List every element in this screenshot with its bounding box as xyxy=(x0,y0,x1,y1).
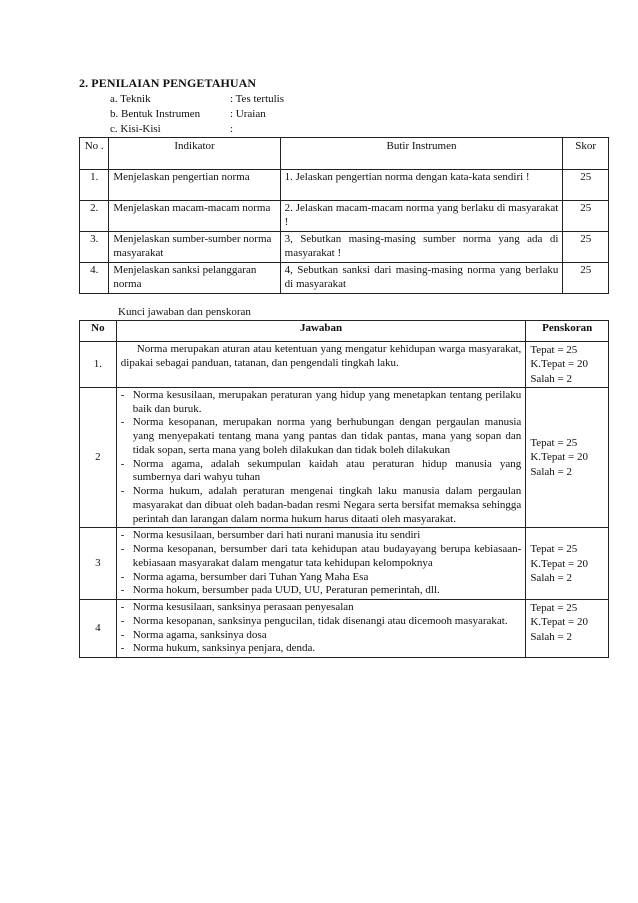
list-item: - Norma hukum, adalah peraturan mengenai tingkah laku manusia dalam pergaulan masyarakat dan dibuat oleh badan-badan resmi Negara serta bersifat memaksa sehingga perintah dan larangan dalam norma hukum harus ditaati oleh masyarakat. xyxy=(121,485,522,526)
row-indikator: Menjelaskan macam-macam norma xyxy=(109,201,280,232)
row-penskoran xyxy=(526,387,609,528)
score-tepat: Tepat = 25 xyxy=(530,543,578,556)
meta-row-teknik xyxy=(110,92,284,107)
header-skor: Skor xyxy=(563,138,609,170)
row-no: 1. xyxy=(80,342,117,388)
score-tepat: Tepat = 25 xyxy=(530,602,578,615)
answer-paragraph: Norma merupakan aturan atau ketentuan yang mengatur kehidupan warga masyarakat, dipakai sebagai panduan, tatanan, dan pengendali tingkah laku. xyxy=(120,343,522,369)
list-item: - Norma hukum, sanksinya penjara, denda. xyxy=(121,642,522,656)
table-row xyxy=(80,342,609,388)
header-indikator: Indikator xyxy=(109,138,280,170)
row-no: 3. xyxy=(80,232,109,263)
row-jawaban xyxy=(116,387,526,528)
row-no: 1. xyxy=(80,170,109,201)
list-item: - Norma agama, bersumber dari Tuhan Yang Maha Esa xyxy=(121,571,522,585)
row-butir: 4, Sebutkan sanksi dari masing-masing norma yang berlaku di masyarakat xyxy=(280,263,563,294)
row-jawaban xyxy=(116,528,526,600)
list-item: - Norma agama, adalah sekumpulan kaidah atau peraturan hidup manusia yang sumbernya dari wahyu tuhan xyxy=(121,458,522,486)
table-row xyxy=(80,170,609,201)
row-skor: 25 xyxy=(563,232,609,263)
list-item: - Norma hokum, bersumber pada UUD, UU, Peraturan pemerintah, dll. xyxy=(121,584,522,598)
score-kurang-tepat: K.Tepat = 20 xyxy=(530,451,588,464)
header-butir: Butir Instrumen xyxy=(280,138,563,170)
row-skor: 25 xyxy=(563,201,609,232)
meta-label: b. Bentuk Instrumen xyxy=(110,108,201,120)
table-row xyxy=(80,600,609,658)
score-salah: Salah = 2 xyxy=(530,372,572,385)
list-item: - Norma kesopanan, merupakan norma yang berhubungan dengan pergaulan manusia yang menyepakati tentang mana yang pantas dan tidak pantas, mana yang sopan dan tidak sopan, serta mana yang boleh dilakukan dan tidak boleh dilakukan xyxy=(121,416,522,457)
meta-value: : Uraian xyxy=(230,108,266,120)
row-jawaban xyxy=(116,342,526,388)
row-butir: 2. Jelaskan macam-macam norma yang berlaku di masyarakat ! xyxy=(280,201,563,232)
score-tepat: Tepat = 25 xyxy=(530,344,578,356)
row-indikator: Menjelaskan pengertian norma xyxy=(109,170,280,201)
row-no: 4 xyxy=(80,600,117,658)
meta-value: : xyxy=(230,123,234,135)
score-tepat: Tepat = 25 xyxy=(530,437,578,450)
row-penskoran xyxy=(526,528,609,600)
row-penskoran xyxy=(526,342,609,388)
section-title: 2. PENILAIAN PENGETAHUAN xyxy=(79,76,257,90)
score-kurang-tepat: K.Tepat = 20 xyxy=(530,557,588,570)
row-butir: 1. Jelaskan pengertian norma dengan kata-kata sendiri ! xyxy=(280,170,563,201)
table-header-row xyxy=(80,138,609,170)
table-row xyxy=(80,232,609,263)
header-penskoran: Penskoran xyxy=(526,321,609,342)
kisi-kisi-table xyxy=(79,137,609,294)
list-item: - Norma kesusilaan, sanksinya perasaan penyesalan xyxy=(121,601,522,615)
table-header-row xyxy=(80,321,609,342)
header-no: No xyxy=(80,321,117,342)
table-row xyxy=(80,387,609,528)
row-jawaban xyxy=(116,600,526,658)
score-kurang-tepat: K.Tepat = 20 xyxy=(530,616,588,629)
answer-list xyxy=(121,389,522,527)
kunci-jawaban-table xyxy=(79,320,609,658)
kunci-label: Kunci jawaban dan penskoran xyxy=(118,306,251,318)
list-item: - Norma kesusilaan, merupakan peraturan yang hidup yang menetapkan tentang perilaku baik dan buruk. xyxy=(121,389,522,417)
answer-list xyxy=(121,529,522,598)
row-skor: 25 xyxy=(563,170,609,201)
answer-list xyxy=(121,601,522,656)
header-jawaban: Jawaban xyxy=(116,321,526,342)
score-kurang-tepat: K.Tepat = 20 xyxy=(530,358,588,371)
row-no: 2. xyxy=(80,201,109,232)
list-item: - Norma kesusilaan, bersumber dari hati nurani manusia itu sendiri xyxy=(121,529,522,543)
header-no: No . xyxy=(80,138,109,170)
assessment-meta xyxy=(110,92,284,137)
row-penskoran xyxy=(526,600,609,658)
list-item: - Norma kesopanan, bersumber dari tata kehidupan atau budayayang berupa kebiasaan-kebiasaan masyarakat dalam mengatur tata kehidupan kelompoknya xyxy=(121,543,522,571)
row-indikator: Menjelaskan sanksi pelanggaran norma xyxy=(109,263,280,294)
table-row xyxy=(80,201,609,232)
list-item: - Norma agama, sanksinya dosa xyxy=(121,629,522,643)
row-indikator: Menjelaskan sumber-sumber norma masyarakat xyxy=(109,232,280,263)
meta-label: c. Kisi-Kisi xyxy=(110,123,161,135)
meta-value: : Tes tertulis xyxy=(230,93,285,105)
row-no: 2 xyxy=(80,387,117,528)
meta-row-kisi xyxy=(110,122,284,137)
row-skor: 25 xyxy=(563,263,609,294)
score-salah: Salah = 2 xyxy=(530,465,572,478)
list-item: - Norma kesopanan, sanksinya pengucilan, tidak disenangi atau dicemooh masyarakat. xyxy=(121,615,522,629)
score-salah: Salah = 2 xyxy=(530,630,572,643)
row-butir: 3, Sebutkan masing-masing sumber norma yang ada di masyarakat ! xyxy=(280,232,563,263)
table-row xyxy=(80,263,609,294)
score-salah: Salah = 2 xyxy=(530,571,572,584)
row-no: 4. xyxy=(80,263,109,294)
row-no: 3 xyxy=(80,528,117,600)
meta-row-bentuk xyxy=(110,107,284,122)
table-row xyxy=(80,528,609,600)
meta-label: a. Teknik xyxy=(110,93,151,105)
